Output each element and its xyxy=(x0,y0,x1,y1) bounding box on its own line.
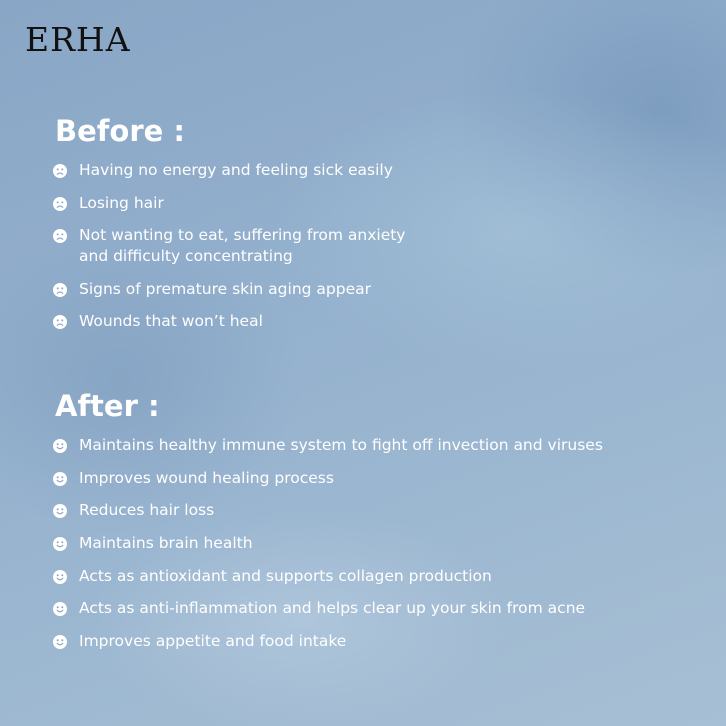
after-item-text: Maintains healthy immune system to fight off invection and viruses xyxy=(79,436,603,454)
smiley-face-icon xyxy=(53,635,67,649)
after-item xyxy=(53,631,603,652)
smiley-face-icon xyxy=(53,602,67,616)
smiley-face-icon xyxy=(53,537,67,551)
smiley-face-icon xyxy=(53,570,67,584)
brand-logo: ERHA xyxy=(25,20,131,59)
after-item-text: Improves appetite and food intake xyxy=(79,632,347,651)
sad-face-icon xyxy=(53,315,67,329)
after-item xyxy=(53,435,603,456)
before-item-text: Not wanting to eat, suffering from anxiety xyxy=(79,226,406,245)
before-list xyxy=(53,160,405,344)
smiley-face-icon xyxy=(53,439,67,453)
after-item-text: Improves wound healing process xyxy=(79,468,334,487)
before-item-text: Losing hair xyxy=(79,193,164,212)
before-item-text: Having no energy and feeling sick easily xyxy=(79,161,393,179)
after-item xyxy=(53,598,603,619)
before-item-text: Wounds that won’t heal xyxy=(79,312,263,331)
smiley-face-icon xyxy=(53,504,67,518)
after-heading: After : xyxy=(55,389,160,423)
after-item xyxy=(53,468,603,489)
after-list xyxy=(53,435,603,664)
after-item-text: Acts as anti-inflammation and helps clear up your skin from acne xyxy=(79,599,586,618)
before-item xyxy=(53,193,405,214)
before-heading: Before : xyxy=(55,114,185,148)
before-item-text: and difficulty concentrating xyxy=(79,247,293,266)
after-item xyxy=(53,500,603,521)
after-item-text: Maintains brain health xyxy=(79,534,253,553)
before-item xyxy=(53,160,405,181)
sad-face-icon xyxy=(53,197,67,211)
after-item-text: Reduces hair loss xyxy=(79,501,215,520)
sad-face-icon xyxy=(53,164,67,178)
after-item-text: Acts as antioxidant and supports collagen production xyxy=(79,566,492,585)
after-item xyxy=(53,533,603,554)
sad-face-icon xyxy=(53,283,67,297)
before-item xyxy=(53,225,405,267)
before-item xyxy=(53,279,405,300)
sad-face-icon xyxy=(53,229,67,243)
before-item-text: Signs of premature skin aging appear xyxy=(79,279,372,298)
smiley-face-icon xyxy=(53,472,67,486)
before-item xyxy=(53,311,405,332)
after-item xyxy=(53,566,603,587)
